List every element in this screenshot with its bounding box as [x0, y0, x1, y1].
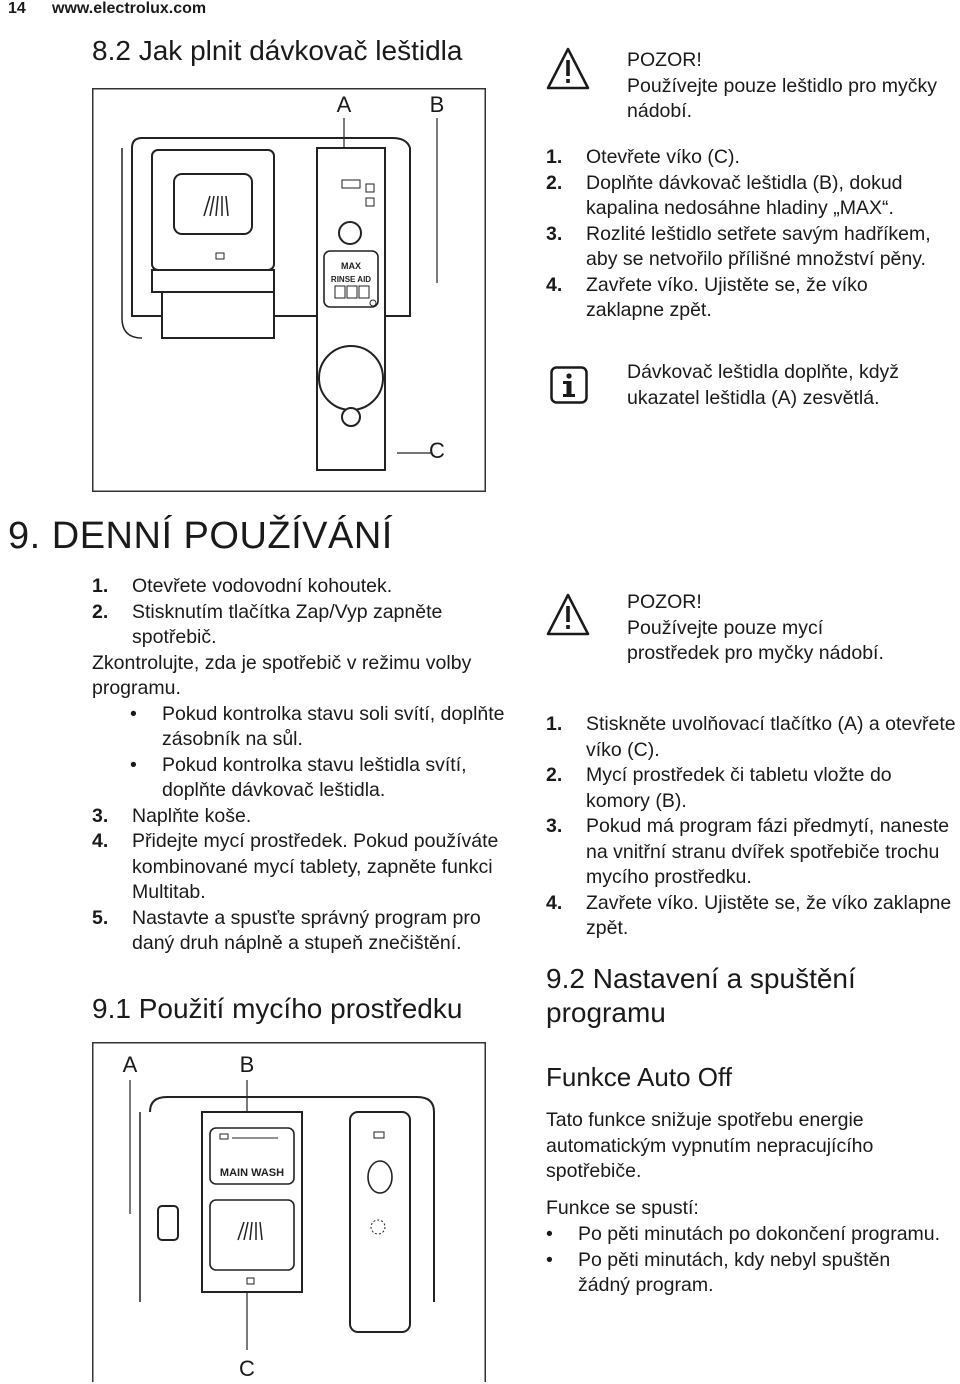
list-item: 5. Nastavte a spusťte správný program pro daný druh náplně a stupeň znečištění.: [92, 906, 481, 954]
page-number: 14: [8, 0, 26, 17]
figure-label-a: A: [336, 92, 352, 117]
figure-label-c: C: [429, 438, 445, 463]
section-title-text: Použití mycího prostředku: [138, 993, 463, 1024]
figure-label-b: B: [429, 92, 445, 117]
section-9-2-title: [546, 962, 906, 1030]
list-item: 1. Stiskněte uvolňovací tlačítko (A) a otevřete víko (C).: [546, 713, 956, 761]
main-wash-label: MAIN WASH: [219, 1167, 285, 1179]
section-number: 9.: [8, 515, 41, 557]
list-item: 1. Otevřete vodovodní kohoutek.: [92, 575, 393, 597]
warning-text: Používejte pouze mycí prostředek pro myčky nádobí.: [627, 616, 884, 664]
warning-title: POZOR!: [627, 49, 702, 71]
daily-use-content: [92, 574, 512, 957]
status-bullets: [130, 702, 512, 804]
section-number: 9.2: [546, 963, 585, 994]
list-item: • Pokud kontrolka stavu soli svítí, doplňte zásobník na sůl.: [130, 702, 512, 753]
list-item: 1. Otevřete víko (C).: [546, 146, 740, 168]
warning-text: Používejte pouze leštidlo pro myčky nádobí.: [627, 74, 937, 122]
list-item: 3. Rozlité leštidlo setřete savým hadříkem, aby se netvořilo přílišné množství pěny.: [546, 222, 931, 270]
header-url[interactable]: www.electrolux.com: [52, 0, 207, 17]
figure-label-c: C: [239, 1356, 255, 1381]
section-9-title: [8, 514, 393, 558]
auto-off-bullets: [546, 1222, 946, 1299]
list-item: 2. Stisknutím tlačítka Zap/Vyp zapněte spotřebič.: [92, 600, 443, 648]
list-item: 4. Zavřete víko. Ujistěte se, že víko zaklapne zpět.: [546, 273, 868, 321]
list-item: 2. Mycí prostředek či tabletu vložte do komory (B).: [546, 764, 892, 812]
section-title-text: DENNÍ POUŽÍVÁNÍ: [51, 515, 393, 557]
auto-off-description: Tato funkce snižuje spotřebu energie automatickým vypnutím nepracujícího spotřebiče.: [546, 1109, 874, 1182]
section-9-1-title: [92, 992, 462, 1026]
rinse-aid-label: RINSE AID: [330, 275, 372, 284]
info-icon: [550, 366, 588, 404]
list-item: 4. Zavřete víko. Ujistěte se, že víko zaklapne zpět.: [546, 891, 952, 939]
section-number: 8.2: [92, 35, 131, 66]
check-program-text: Zkontrolujte, zda je spotřebič v režimu volby programu.: [92, 651, 472, 699]
list-item: 3. Naplňte koše.: [92, 804, 252, 827]
auto-off-heading: Funkce Auto Off: [546, 1062, 732, 1092]
detergent-dispenser-figure: [92, 1042, 486, 1382]
warning-icon: [546, 592, 590, 638]
rinse-aid-steps: [546, 145, 946, 324]
section-8-2-title: [92, 34, 462, 68]
daily-use-steps-a: [92, 574, 512, 651]
warning-title: POZOR!: [627, 591, 702, 613]
figure-label-b: B: [239, 1052, 255, 1077]
list-item: 4. Přidejte mycí prostředek. Pokud používáte kombinované mycí tablety, zapněte funkci Multitab.: [92, 830, 499, 903]
section-title-text: Jak plnit dávkovač leštidla: [138, 35, 463, 66]
detergent-steps: [546, 712, 958, 942]
warning-block-91: [627, 590, 917, 667]
warning-icon: [546, 46, 590, 92]
rinse-aid-dispenser-figure: [92, 88, 486, 492]
list-item: • Po pěti minutách po dokončení programu.: [546, 1222, 946, 1248]
info-text: Dávkovač leštidla doplňte, když ukazatel leštidla (A) zesvětlá.: [627, 361, 900, 409]
list-item: • Pokud kontrolka stavu leštidla svítí, doplňte dávkovač leštidla.: [130, 753, 512, 804]
list-item: • Po pěti minutách, kdy nebyl spuštěn žádný program.: [546, 1248, 946, 1299]
list-item: 2. Doplňte dávkovač leštidla (B), dokud kapalina nedosáhne hladiny „MAX“.: [546, 171, 903, 219]
section-title-text: Nastavení a spuštění programu: [546, 963, 856, 1028]
figure-label-a: A: [122, 1052, 138, 1077]
section-number: 9.1: [92, 993, 131, 1024]
list-item: 3. Pokud má program fázi předmytí, naneste na vnitřní stranu dvířek spotřebiče trochu mycího prostředku.: [546, 815, 950, 888]
daily-use-steps-b: [92, 804, 512, 957]
max-label: MAX: [341, 261, 361, 271]
warning-block-82: [627, 48, 947, 125]
auto-off-starts: Funkce se spustí:: [546, 1197, 699, 1219]
